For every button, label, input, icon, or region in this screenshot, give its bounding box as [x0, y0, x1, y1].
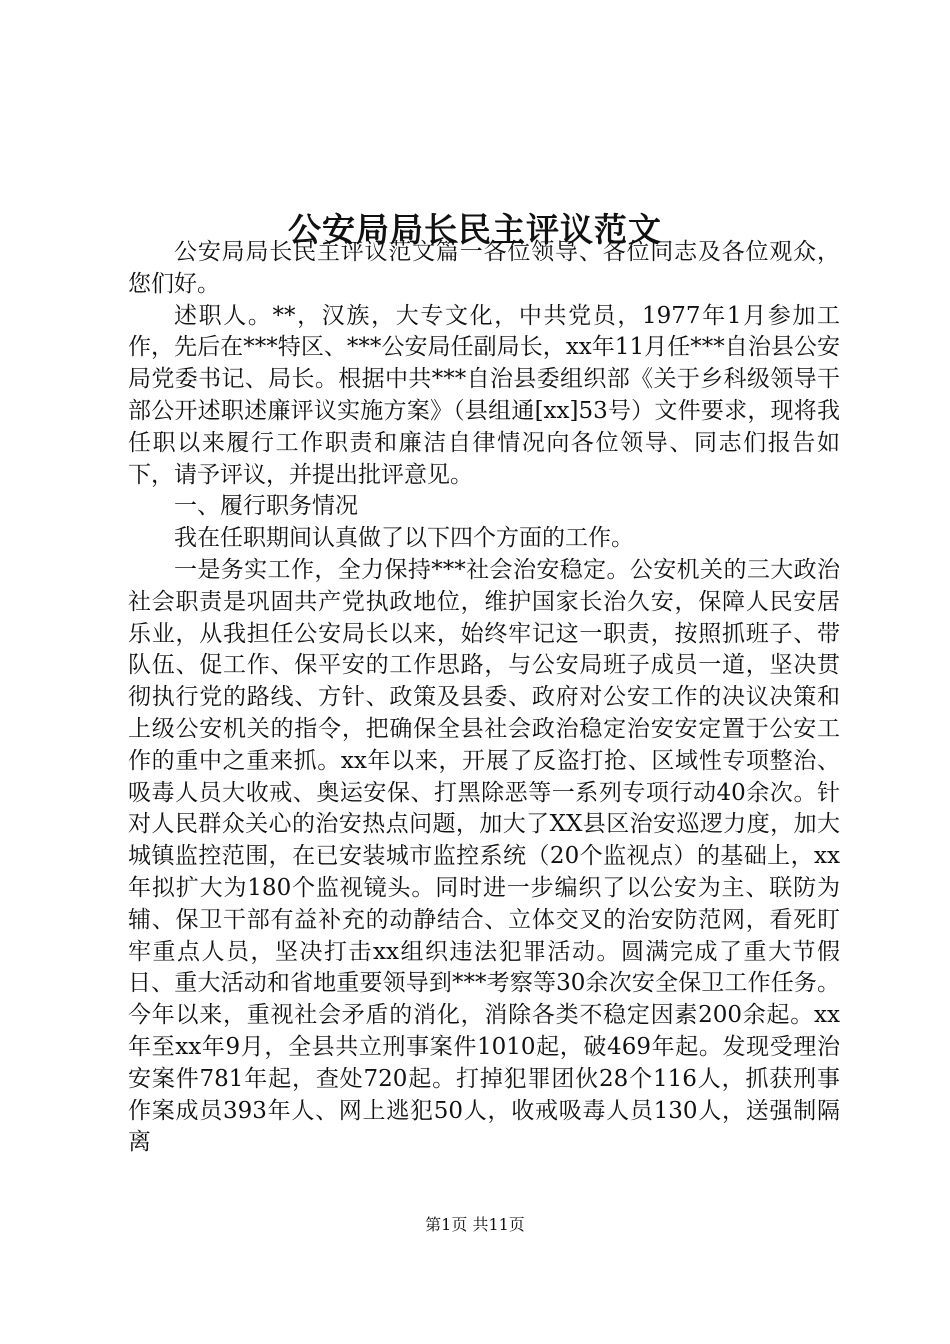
paragraph-overview: 我在任职期间认真做了以下四个方面的工作。 [174, 525, 634, 552]
section-heading-duties: 一、履行职务情况 [174, 493, 358, 520]
paragraph-work-one: 一是务实工作，全力保持***社会治安稳定。公安机关的三大政治社会职责是巩固共产党执政地位，维护国家长治久安，保障人民安居乐业，从我担任公安局长以来，始终牢记这一职责，按照抓班子、带队伍、促工作、保平安的工作思路，与公安局班子成员一道，坚决贯彻执行党的路线、方针、政策及县委、政府对公安工作的决议决策和上级公安机关的指令，把确保全县社会政治稳定治安安定置于公安工作的重中之重来抓。xx年以来，开展了反盗打抢、区域性专项整治、吸毒人员大收戒、奥运安保、打黑除恶等一系列专项行动40余次。针对人民群众关心的治安热点问题，加大了XX县区治安巡逻力度，加大城镇监控范围，在已安装城市监控系统（20个监视点）的基础上，xx年拟扩大为180个监视镜头。同时进一步编织了以公安为主、联防为辅、保卫干部有益补充的动静结合、立体交叉的治安防范网，看死盯牢重点人员，坚决打击xx组织违法犯罪活动。圆满完成了重大节假日、重大活动和省地重要领导到***考察等30余次安全保卫工作任务。今年以来，重视社会矛盾的消化，消除各类不稳定因素200余起。xx年至xx年9月，全县共立刑事案件1010起，破469年起。发现受理治安案件781年起，查处720起。打掉犯罪团伙28个116人，抓获刑事作案成员393年人、网上逃犯50人，收戒吸毒人员130人，送强制隔离 [128, 556, 840, 1156]
document-body [128, 237, 840, 1159]
document-title: 公安局局长民主评议范文 [288, 210, 662, 250]
page-number-footer: 第1页 共11页 [425, 1215, 525, 1234]
paragraph-greeting: 公安局局长民主评议范文篇一各位领导、各位同志及各位观众，您们好。 [128, 239, 840, 297]
paragraph-introduction: 述职人。**，汉族，大专文化，中共党员，1977年1月参加工作，先后在***特区、***公安局任副局长，xx年11月任***自治县公安局党委书记、局长。根据中共***自治县委组织部《关于乡科级领导干部公开述职述廉评议实施方案》（县组通[xx]53号）文件要求，现将我任职以来履行工作职责和廉洁自律情况向各位领导、同志们报告如下，请予评议，并提出批评意见。 [128, 302, 840, 488]
